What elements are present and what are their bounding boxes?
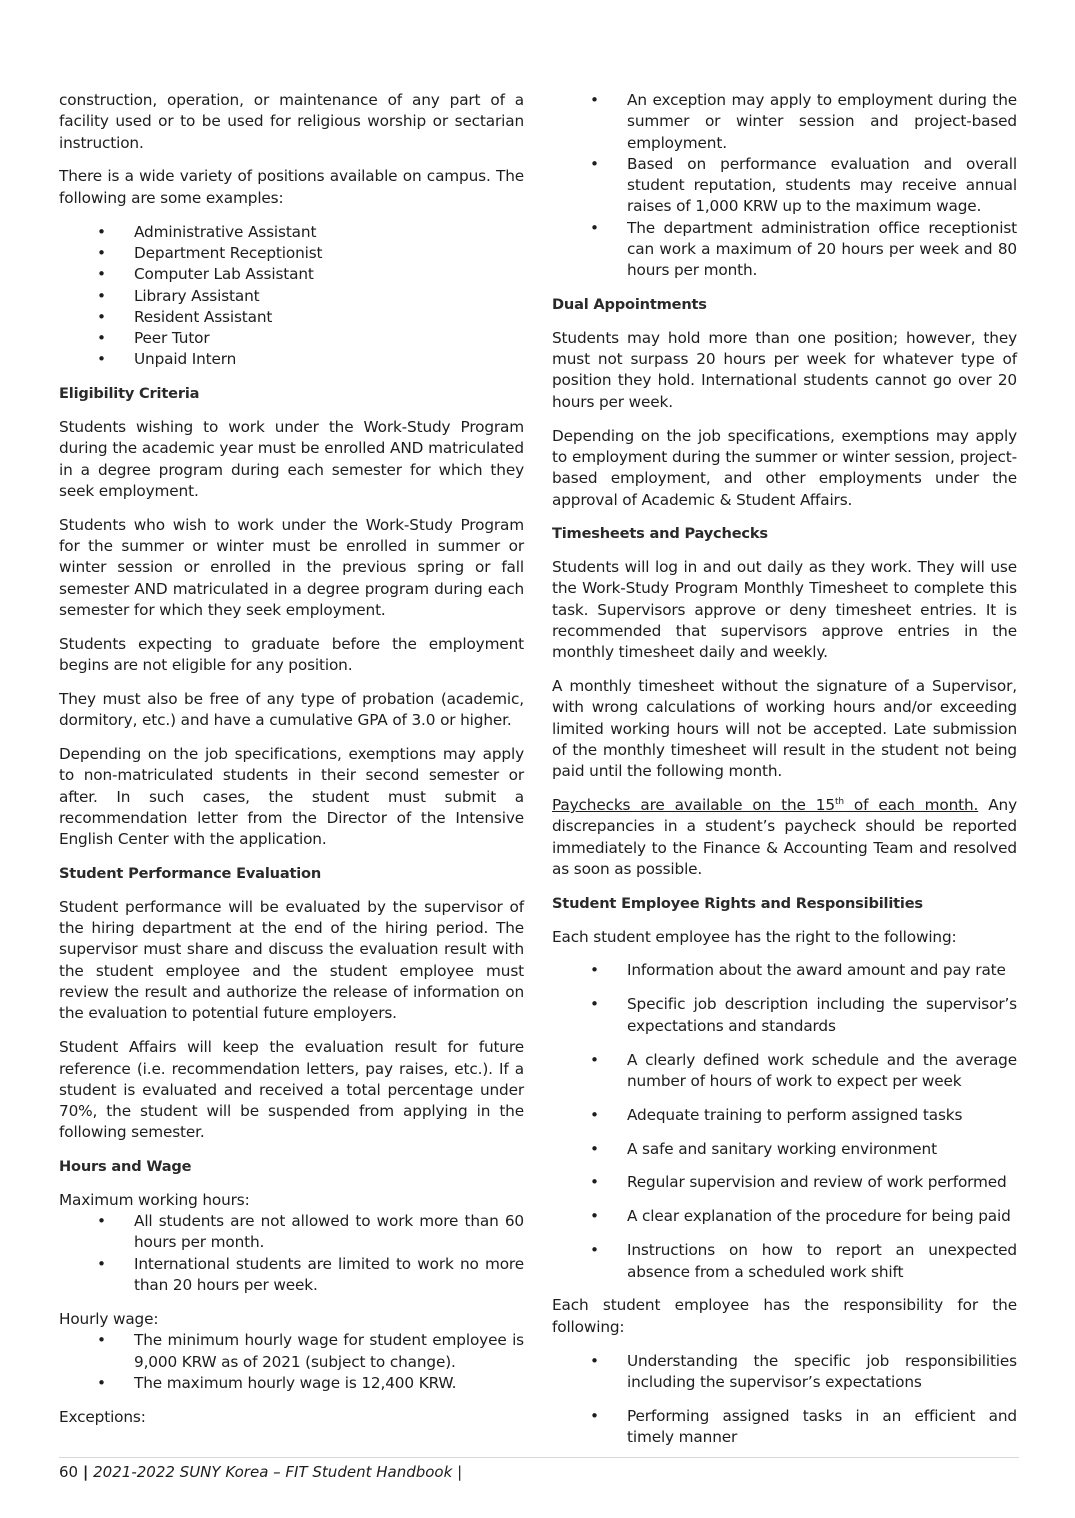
list-item-text: The department administration office receptionist can work a maximum of 20 hours per week and 80 hours per month.: [627, 218, 1017, 280]
left-column: [59, 90, 524, 1441]
list-item: [59, 222, 524, 243]
list-item: [552, 1351, 1017, 1394]
paragraph: Depending on the job specifications, exemptions may apply to non-matriculated students in their second semester or after. In such cases, the student must submit a recommendation letter from the Director of the Intensive English Center with the application.: [59, 745, 524, 849]
list-item: [552, 1105, 1017, 1126]
list-item-text: Library Assistant: [134, 286, 260, 305]
exceptions-list: [552, 90, 1017, 282]
bullet-icon: •: [590, 1173, 599, 1192]
paycheck-underlined-text: Paychecks are available on the 15th of each month.: [552, 796, 979, 815]
responsibilities-list: [552, 1351, 1017, 1449]
list-item: [552, 90, 1017, 154]
section-heading-performance: Student Performance Evaluation: [59, 865, 322, 883]
paragraph: Maximum working hours:: [59, 1190, 250, 1209]
bullet-icon: •: [97, 1373, 106, 1392]
list-item-text: International students are limited to work no more than 20 hours per week.: [134, 1254, 524, 1295]
list-item: [59, 1330, 524, 1373]
section-heading-timesheets: Timesheets and Paychecks: [552, 525, 768, 543]
bullet-icon: •: [590, 1105, 599, 1124]
list-item: [59, 307, 524, 328]
list-item: [59, 349, 524, 370]
wage-list: [59, 1330, 524, 1394]
bullet-icon: •: [97, 307, 106, 326]
bullet-icon: •: [97, 1254, 106, 1273]
list-item-text: The minimum hourly wage for student employee is 9,000 KRW as of 2021 (subject to change).: [134, 1331, 524, 1371]
list-item: [552, 218, 1017, 282]
list-item-text: Peer Tutor: [134, 329, 210, 348]
list-item: [552, 154, 1017, 218]
list-item: [552, 994, 1017, 1037]
list-item-text: Based on performance evaluation and overall student reputation, students may receive annual raises of 1,000 KRW up to the maximum wage.: [627, 154, 1017, 216]
bullet-icon: •: [590, 961, 599, 980]
bullet-icon: •: [97, 329, 106, 348]
list-item-text: Computer Lab Assistant: [134, 265, 314, 284]
list-item-text: Unpaid Intern: [134, 350, 237, 369]
list-item: [552, 1240, 1017, 1283]
bullet-icon: •: [97, 1331, 106, 1350]
bullet-icon: •: [97, 265, 106, 284]
paragraph: They must also be free of any type of probation (academic, dormitory, etc.) and have a cumulative GPA of 3.0 or higher.: [59, 689, 524, 730]
list-item-text: Specific job description including the supervisor’s expectations and standards: [627, 995, 1017, 1035]
paragraph: Students expecting to graduate before the employment begins are not eligible for any position.: [59, 634, 524, 675]
list-item: [59, 286, 524, 307]
bullet-icon: •: [590, 218, 599, 237]
bullet-icon: •: [590, 1050, 599, 1069]
footer-separator: |: [457, 1463, 463, 1481]
footer-divider: [59, 1457, 1019, 1458]
list-item: [552, 1172, 1017, 1193]
list-item-text: Performing assigned tasks in an efficient and timely manner: [627, 1406, 1017, 1447]
paragraph: Depending on the job specifications, exemptions may apply to employment during the summer or winter session, project-based employment, and other employments under the approval of Academic & Student Affairs.: [552, 426, 1017, 509]
list-item: [552, 1206, 1017, 1227]
bullet-icon: •: [590, 1207, 599, 1226]
paragraph: Exceptions:: [59, 1407, 146, 1426]
list-item: [59, 243, 524, 264]
list-item-text: Resident Assistant: [134, 307, 273, 326]
paragraph: construction, operation, or maintenance of any part of a facility used or to be used for religious worship or sectarian instruction.: [59, 91, 524, 152]
paragraph: Students who wish to work under the Work-Study Program for the summer or winter must be enrolled in summer or winter session or enrolled in the previous spring or fall semester AND matriculated in a degree program during each semester for which they seek employment.: [59, 515, 524, 619]
list-item-text: A safe and sanitary working environment: [627, 1139, 937, 1158]
bullet-icon: •: [590, 1139, 599, 1158]
max-hours-list: [59, 1211, 524, 1296]
list-item: [552, 1139, 1017, 1160]
bullet-icon: •: [97, 222, 106, 241]
list-item-text: Adequate training to perform assigned tasks: [627, 1105, 963, 1124]
bullet-icon: •: [97, 243, 106, 262]
bullet-icon: •: [590, 1406, 599, 1425]
paycheck-paragraph: Paychecks are available on the 15th of each month. Any discrepancies in a student’s paycheck should be reported immediately to the Finance & Accounting Team and resolved as soon as possible.: [552, 796, 1017, 879]
list-item-text: All students are not allowed to work more than 60 hours per month.: [134, 1212, 524, 1252]
bullet-icon: •: [590, 91, 599, 109]
footer-title: 2021-2022 SUNY Korea – FIT Student Handbook: [93, 1463, 453, 1481]
list-item: [59, 328, 524, 349]
section-heading-hours: Hours and Wage: [59, 1158, 192, 1176]
paragraph: A monthly timesheet without the signature of a Supervisor, with wrong calculations of working hours and/or exceeding limited working hours will not be accepted. Late submission of the monthly timesheet will result in the student not being paid until the following month.: [552, 677, 1017, 781]
bullet-icon: •: [97, 350, 106, 369]
list-item: [59, 1373, 524, 1394]
bullet-icon: •: [590, 154, 599, 173]
list-item-text: The maximum hourly wage is 12,400 KRW.: [134, 1373, 457, 1392]
paragraph: Students may hold more than one position; however, they must not surpass 20 hours per week for whatever type of position they hold. International students cannot go over 20 hours per week.: [552, 328, 1017, 411]
bullet-icon: •: [590, 995, 599, 1014]
paragraph: Student performance will be evaluated by the supervisor of the hiring department at the end of the hiring period. The supervisor must share and discuss the evaluation result with the student employee and the student employee must review the result and authorize the release of information on the evaluation to potential future employers.: [59, 897, 524, 1023]
paragraph: Each student employee has the right to the following:: [552, 927, 957, 946]
bullet-icon: •: [97, 1212, 106, 1231]
list-item-text: Understanding the specific job responsibilities including the supervisor’s expectations: [627, 1351, 1017, 1391]
paragraph: Each student employee has the responsibility for the following:: [552, 1296, 1017, 1336]
list-item-text: Department Receptionist: [134, 243, 323, 262]
section-heading-eligibility: Eligibility Criteria: [59, 385, 200, 403]
paragraph: Students will log in and out daily as they work. They will use the Work-Study Program Monthly Timesheet to complete this task. Supervisors approve or deny timesheet entries. It is recommended that supervisors approve entries in the monthly timesheet daily and weekly.: [552, 558, 1017, 662]
list-item-text: Instructions on how to report an unexpected absence from a scheduled work shift: [627, 1241, 1017, 1281]
list-item: [552, 1050, 1017, 1093]
list-item-text: Information about the award amount and pay rate: [627, 961, 1006, 980]
list-item-text: An exception may apply to employment during the summer or winter session and project-based employment.: [627, 91, 1017, 152]
section-heading-dual: Dual Appointments: [552, 296, 707, 314]
paragraph: Students wishing to work under the Work-Study Program during the academic year must be enrolled AND matriculated in a degree program during each semester for which they seek employment.: [59, 417, 524, 500]
list-item: [552, 1406, 1017, 1449]
page-number: 60: [59, 1463, 79, 1481]
paragraph: Student Affairs will keep the evaluation result for future reference (i.e. recommendation letters, pay raises, etc.). If a student is evaluated and received a total percentage under 70%, the student will be suspended from applying in the following semester.: [59, 1038, 524, 1142]
list-item-text: A clear explanation of the procedure for being paid: [627, 1207, 1011, 1226]
list-item: [59, 1211, 524, 1254]
list-item-text: Regular supervision and review of work performed: [627, 1173, 1007, 1192]
bullet-icon: •: [590, 1241, 599, 1260]
positions-list: [59, 222, 524, 371]
page-footer: [59, 1462, 462, 1482]
paragraph: Hourly wage:: [59, 1309, 159, 1328]
rights-list: [552, 960, 1017, 1282]
list-item-text: Administrative Assistant: [134, 222, 317, 241]
bullet-icon: •: [97, 286, 106, 305]
footer-separator: |: [82, 1463, 89, 1481]
bullet-icon: •: [590, 1351, 599, 1370]
list-item: [59, 1254, 524, 1297]
right-column: [552, 90, 1017, 1461]
list-item: [59, 264, 524, 285]
list-item-text: A clearly defined work schedule and the average number of hours of work to expect per week: [627, 1050, 1017, 1090]
list-item: [552, 960, 1017, 981]
section-heading-rights: Student Employee Rights and Responsibilities: [552, 894, 923, 912]
paragraph: There is a wide variety of positions available on campus. The following are some examples:: [59, 167, 524, 207]
